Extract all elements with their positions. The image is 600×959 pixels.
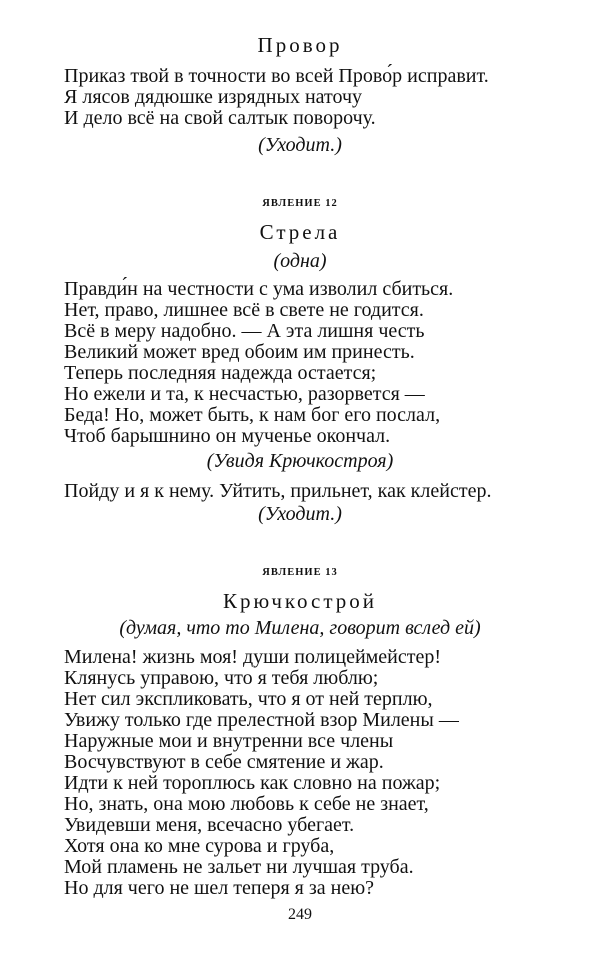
verse-line: Всё в меру надобно. — А эта лишня честь bbox=[64, 320, 425, 342]
stage-direction-thinking: (думая, что то Милена, говорит вслед ей) bbox=[119, 617, 481, 639]
stage-direction-seeing: (Увидя Крючкостроя) bbox=[206, 450, 394, 472]
verse-provor bbox=[64, 66, 489, 129]
verse-strela-after bbox=[64, 481, 491, 502]
verse-line: Клянусь управою, что я тебя люблю; bbox=[64, 667, 379, 689]
verse-line: Но для чего не шел теперя я за нею? bbox=[64, 877, 375, 899]
scene-heading-13: ЯВЛЕНИЕ 13 bbox=[262, 567, 338, 578]
verse-kryuchkostroy bbox=[64, 647, 459, 899]
verse-line: Наружные мои и внутренни все члены bbox=[64, 730, 394, 752]
verse-line: Правди́н на честности с ума изволил сбиться. bbox=[64, 278, 454, 300]
verse-line: Но ежели и та, к несчастью, разорвется — bbox=[64, 383, 425, 405]
scene-heading-12: ЯВЛЕНИЕ 12 bbox=[262, 198, 338, 209]
verse-line: Мой пламень не зальет ни лучшая труба. bbox=[64, 856, 414, 878]
verse-line: Но, знать, она мою любовь к себе не знает, bbox=[64, 793, 429, 815]
verse-line: Приказ твой в точности во всей Прово́р исправит. bbox=[64, 65, 489, 87]
verse-line: Беда! Но, может быть, к нам бог его послал, bbox=[64, 404, 441, 426]
verse-line: Увидевши меня, всечасно убегает. bbox=[64, 814, 355, 836]
verse-line: Восчувствуют в себе смятение и жар. bbox=[64, 751, 384, 773]
verse-line: Хотя она ко мне сурова и груба, bbox=[64, 835, 335, 857]
stage-direction-alone: (одна) bbox=[273, 250, 327, 272]
verse-line: Милена! жизнь моя! души полицеймейстер! bbox=[64, 646, 442, 668]
speaker-strela: Стрела bbox=[259, 220, 341, 244]
verse-line: Теперь последняя надежда остается; bbox=[64, 362, 377, 384]
speaker-kryuchkostroy: Крючкострой bbox=[222, 589, 378, 613]
verse-line: Идти к ней тороплюсь как словно на пожар; bbox=[64, 772, 441, 794]
verse-line: И дело всё на свой салтык поворочу. bbox=[64, 107, 376, 129]
stage-direction-exit: (Уходит.) bbox=[258, 134, 342, 156]
verse-line: Увижу только где прелестной взор Милены — bbox=[64, 709, 459, 731]
verse-line: Я лясов дядюшке изрядных наточу bbox=[64, 86, 363, 108]
page-number: 249 bbox=[288, 906, 312, 923]
verse-strela bbox=[64, 279, 453, 447]
verse-line: Великий может вред обоим им принесть. bbox=[64, 341, 415, 363]
verse-line: Чтоб барышнино он мученье окончал. bbox=[64, 425, 391, 447]
verse-line: Пойду и я к нему. Уйтить, прильнет, как клейстер. bbox=[64, 480, 492, 502]
stage-direction-exit: (Уходит.) bbox=[258, 503, 342, 525]
verse-line: Нет, право, лишнее всё в свете не годится. bbox=[64, 299, 424, 321]
speaker-provor: Провор bbox=[257, 33, 343, 57]
verse-line: Нет сил экспликовать, что я от ней терплю, bbox=[64, 688, 433, 710]
